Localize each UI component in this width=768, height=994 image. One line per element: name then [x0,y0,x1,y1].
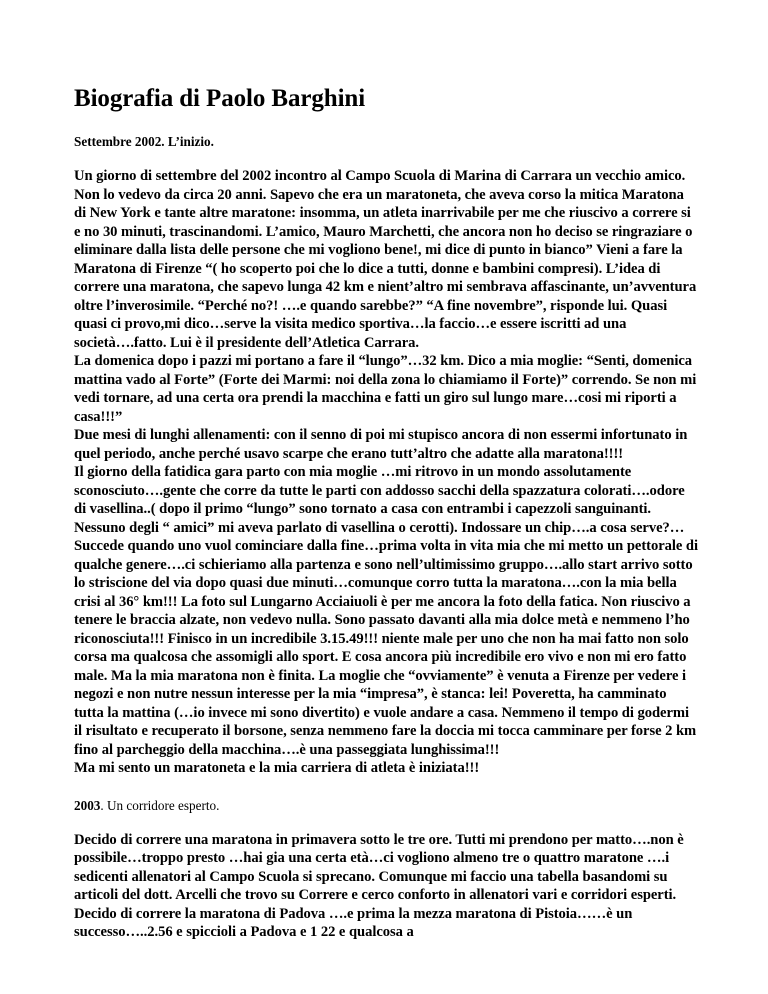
section-heading-2003-year: 2003 [74,797,101,813]
section-heading-2003-text: . Un corridore esperto. [100,797,220,813]
document-page [74,84,698,942]
section-heading-2002: Settembre 2002. L’inizio. [74,134,214,149]
section-heading-2003 [74,798,698,814]
section-body-2003: Decido di correre una maratona in primavera sotto le tre ore. Tutti mi prendono per matto….non è possibile…troppo presto …hai gia una certa età…ci vogliono almeno tre o quattro maratone ….i sedicenti allenatori al Campo Scuola si sprecano. Comunque mi faccio una tabella basandomi su articoli del dott. Arcelli che trovo su Correre e cerco conforto in allenatori vari e corridori esperti. Decido di correre la maratona di Padova ….e prima la mezza maratona di Pistoia……è un successo…..2.56 e spiccioli a Padova e 1 22 e qualcosa a [74,831,684,940]
document-title: Biografia di Paolo Barghini [74,85,366,112]
section-body-2002: Un giorno di settembre del 2002 incontro al Campo Scuola di Marina di Carrara un vecchio amico. Non lo vedevo da circa 20 anni. Sapevo che era un maratoneta, che aveva corso la mitica Maratona di New York e tante altre maratone: insomma, un atleta inarrivabile per me che riuscivo a correre si e no 30 minuti, trascinandomi. L’amico, Mauro Marchetti, che ancora non ho deciso se ringraziare o eliminare dalla lista delle persone che mi vogliono bene!, mi dice di punto in bianco” Vieni a fare la Maratona di Firenze “( ho scoperto poi che lo dice a tutti, donne e bambini compresi). L’idea di correre una maratona, che sapevo lunga 42 km e nient’altro mi sembrava affascinante, un’avventura oltre l’inverosimile. “Perché no?! ….e quando sarebbe?” “A fine novembre”, risponde lui. Quasi quasi ci provo,mi dico…serve la visita medico sportiva…la faccio…e essere iscritti ad una società….fatto. Lui è il presidente dell’Atletica Carrara. La domenica dopo i pazzi mi portano a fare il “lungo”…32 km. Dico a mia moglie: “Senti, domenica mattina vado al Forte” (Forte dei Marmi: noi della zona lo chiamiamo il Forte)” correndo. Se non mi vedi tornare, ad una certa ora prendi la macchina e fatti un giro sul lungo mare…cosi mi riporti a casa!!!” Due mesi di lunghi allenamenti: con il senno di poi mi stupisco ancora di non essermi infortunato in quel periodo, anche perché usavo scarpe che erano tutt’altro che adatte alla maratona!!!! Il giorno della fatidica gara parto con mia moglie …mi ritrovo in un mondo assolutamente sconosciuto….gente che corre da tutte le parti con addosso sacchi della spazzatura colorati….odore di vasellina..( dopo il primo “lungo” sono tornato a casa con entrambi i capezzoli sanguinanti. Nessuno degli “ amici” mi aveva parlato di vasellina o cerotti). Indossare un chip….a cosa serve?…Succede quando uno vuol cominciare dalla fine…prima volta in vita mia che mi metto un pettorale di qualche genere….ci schieriamo alla partenza e sono nell’ultimissimo gruppo….allo start arrivo sotto lo striscione del via dopo quasi due minuti…comunque corro tutta la maratona….con la mia bella crisi al 36° km!!! La foto sul Lungarno Acciaiuoli è per me ancora la foto della fatica. Non riuscivo a tenere le braccia alzate, non vedevo nulla. Sono passato davanti alla mia dolce metà e nemmeno l’ho riconosciuta!!! Finisco in un incredibile 3.15.49!!! niente male per uno che non ha mai fatto non solo corsa ma qualcosa che assomigli allo sport. E cosa ancora più incredibile ero vivo e non mi ero fatto male. Ma la mia maratona non è finita. La moglie che “ovviamente” è venuta a Firenze per vedere i negozi e non nutre nessun interesse per la mia “impresa”, è stanca: lei! Poveretta, ha camminato tutta la mattina (…io invece mi sono divertito) e vuole andare a casa. Nemmeno il tempo di godermi il risultato e recuperato il borsone, senza nemmeno fare la doccia mi tocca camminare per forse 2 km fino al parcheggio della macchina….è una passeggiata lunghissima!!! Ma mi sento un maratoneta e la mia carriera di atleta è iniziata!!! [74,168,698,776]
